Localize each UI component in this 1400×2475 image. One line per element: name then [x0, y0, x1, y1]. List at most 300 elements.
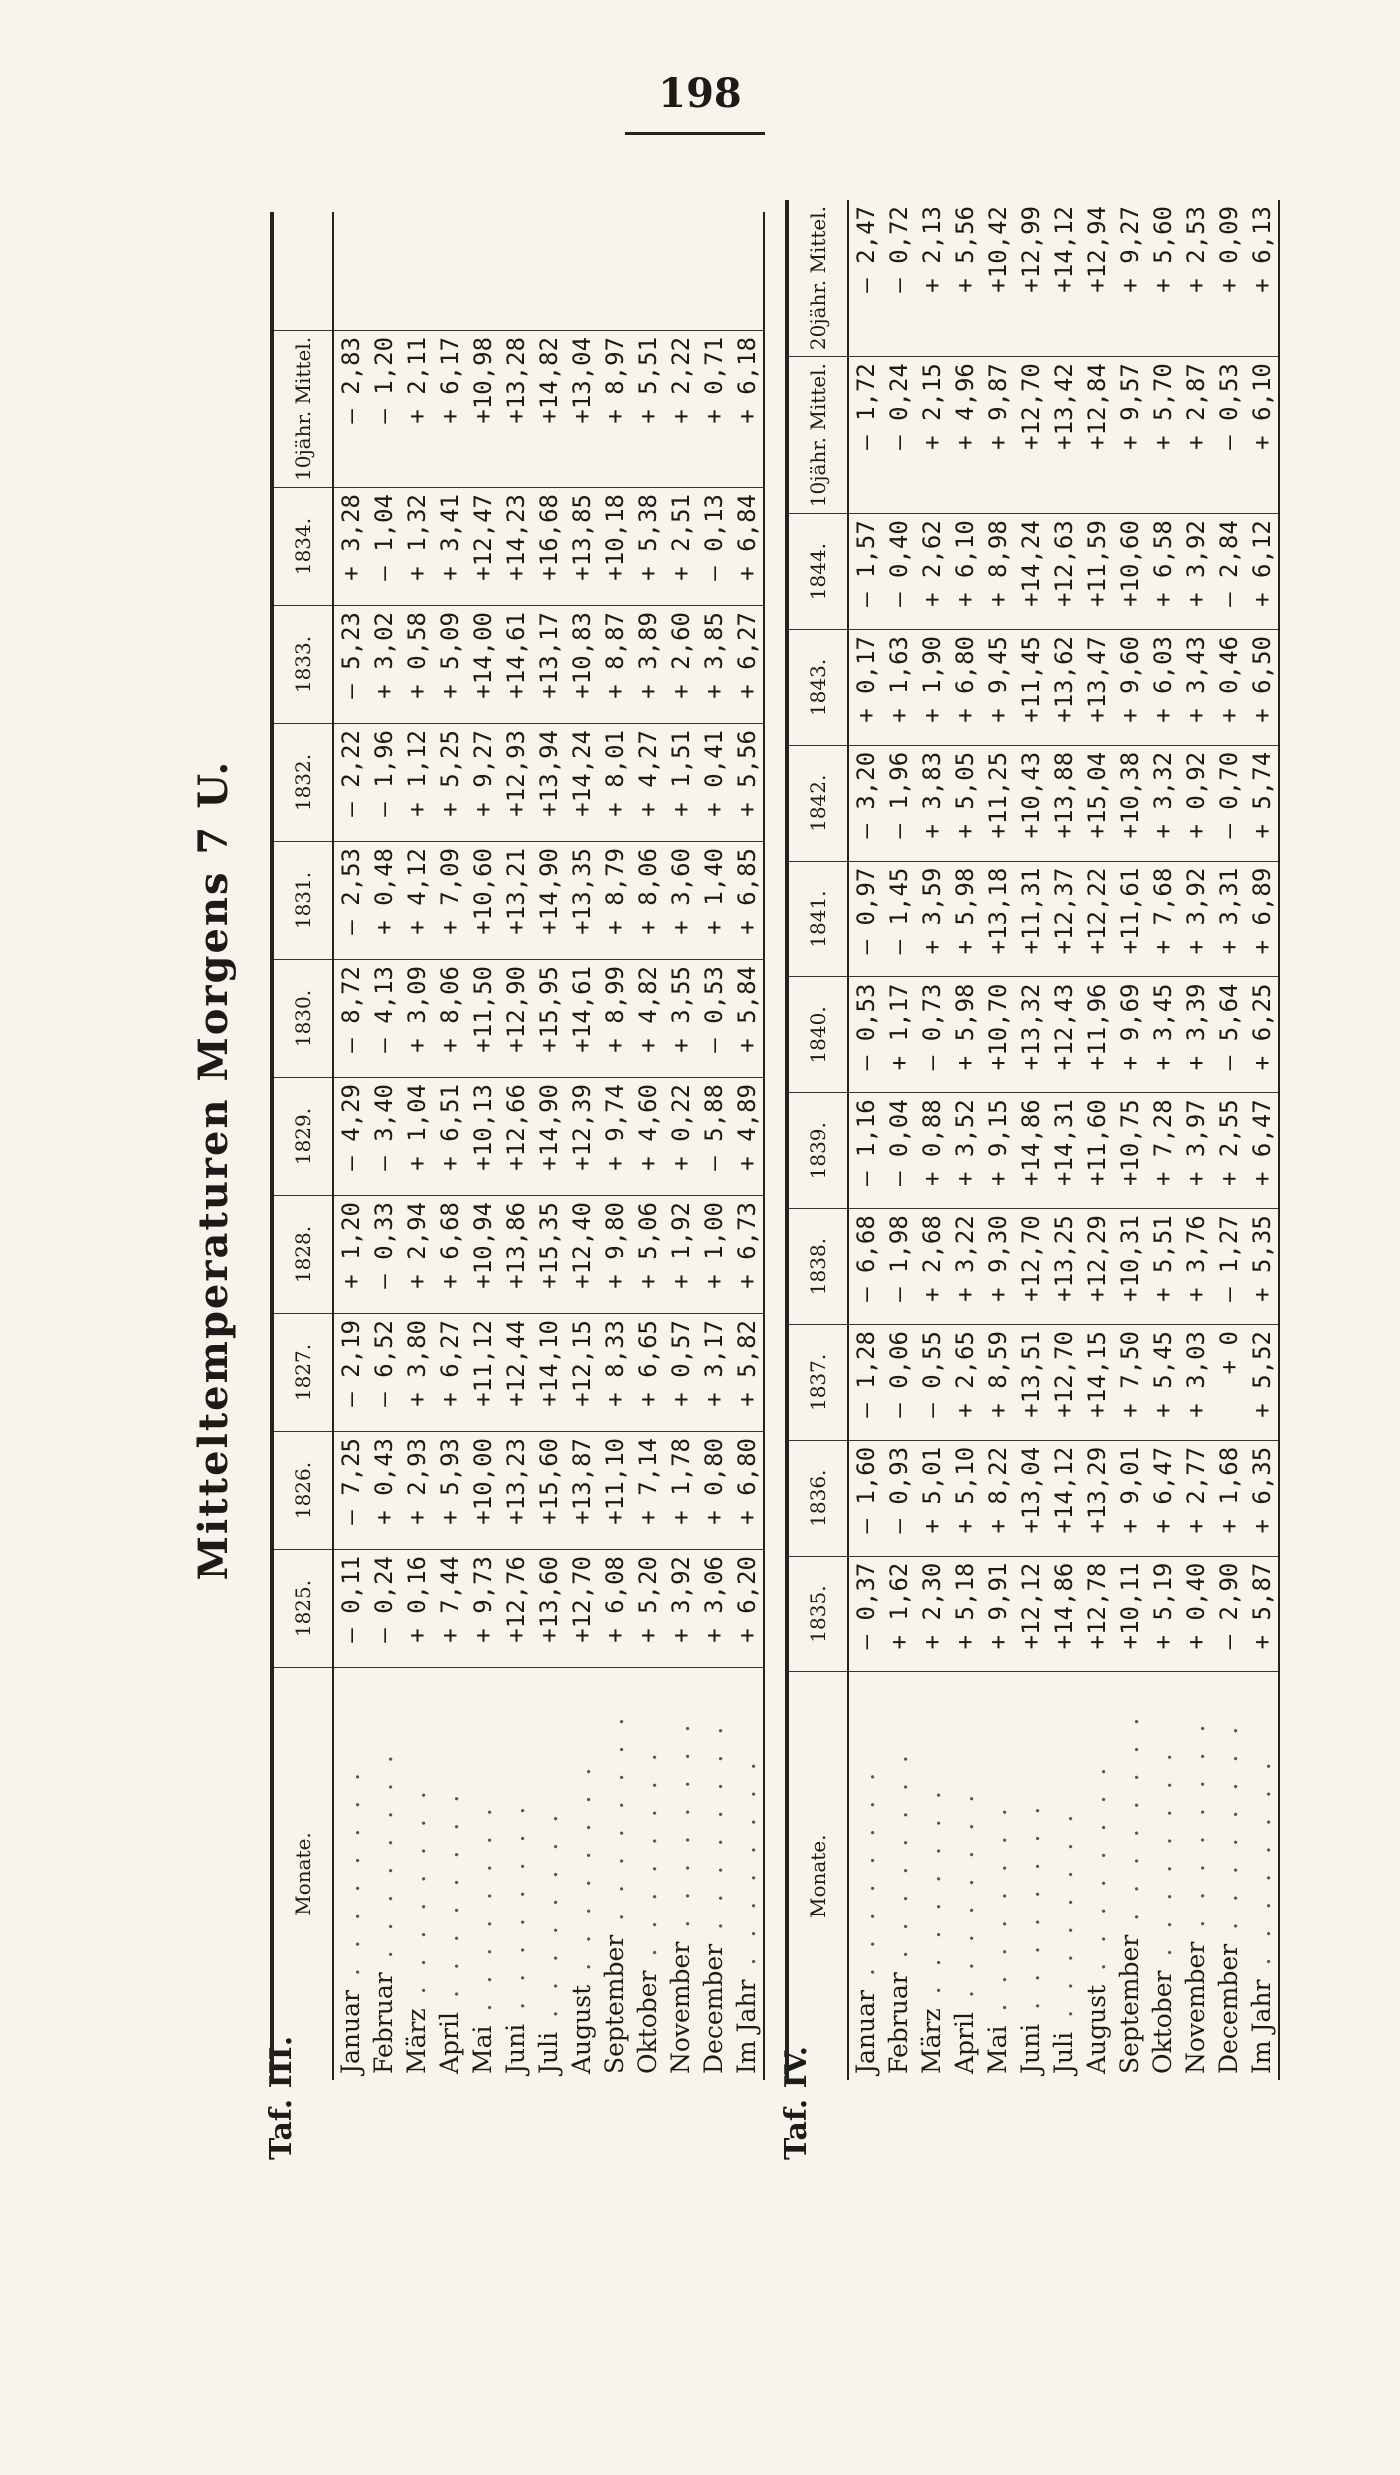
value-cell: + 4,12 [400, 842, 433, 960]
header-row [272, 212, 333, 2080]
value-cell: +14,24 [1014, 514, 1047, 630]
value-cell: + 0,17 [848, 630, 882, 746]
value-cell: +12,63 [1047, 514, 1080, 630]
value-cell [400, 212, 433, 330]
month-cell [565, 1668, 598, 2081]
value-cell: — 1,16 [848, 1093, 882, 1209]
value-cell: +12,94 [1080, 200, 1113, 357]
value-cell: +13,17 [532, 606, 565, 724]
value-cell: + 3,02 [367, 606, 400, 724]
leader-dots: . . . . . . . . [633, 1747, 662, 1971]
value-cell: +15,35 [532, 1196, 565, 1314]
month-cell [466, 1668, 499, 2081]
value-cell: + 8,33 [598, 1314, 631, 1432]
value-cell: +10,11 [1113, 1556, 1146, 1672]
value-cell: + 4,82 [631, 960, 664, 1078]
month-label: December [1214, 1943, 1243, 2074]
value-cell: + 8,97 [598, 330, 631, 487]
value-cell: + 6,47 [1146, 1440, 1179, 1556]
month-cell [948, 1672, 981, 2080]
month-label: Mai [983, 2025, 1012, 2074]
value-cell: +14,24 [565, 724, 598, 842]
value-cell: +12,66 [499, 1078, 532, 1196]
leader-dots: . . . . . . . . [534, 1808, 563, 2032]
value-cell: — 1,04 [367, 488, 400, 606]
header-row [787, 200, 848, 2080]
value-cell: + 2,53 [1179, 200, 1212, 357]
table-row [433, 212, 466, 2080]
value-cell: +11,25 [981, 745, 1014, 861]
value-cell: +10,31 [1113, 1209, 1146, 1325]
value-cell: + 9,27 [466, 724, 499, 842]
table-row [1113, 200, 1146, 2080]
value-cell: + 3,43 [1179, 630, 1212, 746]
value-cell: — 2,84 [1212, 514, 1245, 630]
value-cell: + 0,41 [697, 724, 730, 842]
value-cell [466, 212, 499, 330]
value-cell: +14,10 [532, 1314, 565, 1432]
value-cell: + 0,92 [1179, 745, 1212, 861]
value-cell: + 2,65 [948, 1324, 981, 1440]
column-header-year: 1830. [272, 960, 333, 1078]
value-cell: + 3,76 [1179, 1209, 1212, 1325]
value-cell: + 5,98 [948, 977, 981, 1093]
value-cell: + 6,03 [1146, 630, 1179, 746]
tafel-4-label: Taf. IV. [779, 2045, 814, 2160]
value-cell: — 0,11 [333, 1550, 367, 1668]
value-cell: — 0,55 [915, 1324, 948, 1440]
value-cell: + 2,93 [400, 1432, 433, 1550]
month-label: August [567, 1984, 596, 2074]
column-header-year: 10jähr. Mittel. [787, 357, 848, 514]
value-cell: +15,95 [532, 960, 565, 1078]
leader-dots: . . . . . . . . [468, 1802, 497, 2026]
value-cell: + 6,50 [1245, 630, 1279, 746]
value-cell: + 5,25 [433, 724, 466, 842]
value-cell [631, 212, 664, 330]
value-cell: + 5,84 [730, 960, 764, 1078]
value-cell: — 1,96 [882, 745, 915, 861]
value-cell: +12,78 [1080, 1556, 1113, 1672]
leader-dots: . . . . . . . . [666, 1718, 695, 1942]
value-cell: + 6,51 [433, 1078, 466, 1196]
value-cell: + 3,80 [400, 1314, 433, 1432]
value-cell: — 2,90 [1212, 1556, 1245, 1672]
value-cell: + 9,45 [981, 630, 1014, 746]
month-label: November [1181, 1941, 1210, 2074]
value-cell: +14,12 [1047, 200, 1080, 357]
value-cell: — 2,22 [333, 724, 367, 842]
value-cell: + 3,89 [631, 606, 664, 724]
value-cell: — 0,70 [1212, 745, 1245, 861]
month-label: Februar [884, 1972, 913, 2074]
value-cell: +12,90 [499, 960, 532, 1078]
table-row [1047, 200, 1080, 2080]
value-cell: + 2,77 [1179, 1440, 1212, 1556]
leader-dots: . . . . . . . . [567, 1761, 596, 1985]
value-cell: + 0,40 [1179, 1556, 1212, 1672]
month-label: Im Jahr [1247, 1979, 1276, 2074]
column-header-year: 1833. [272, 606, 333, 724]
month-cell [664, 1668, 697, 2081]
value-cell: + 5,60 [1146, 200, 1179, 357]
column-header-year: 1839. [787, 1093, 848, 1209]
value-cell: + 3,06 [697, 1550, 730, 1668]
value-cell: + 3,31 [1212, 861, 1245, 977]
table-row [1080, 200, 1113, 2080]
value-cell: — 7,25 [333, 1432, 367, 1550]
value-cell: — 0,33 [367, 1196, 400, 1314]
value-cell: +13,18 [981, 861, 1014, 977]
value-cell: + 5,20 [631, 1550, 664, 1668]
value-cell: + 6,27 [433, 1314, 466, 1432]
value-cell: +13,60 [532, 1550, 565, 1668]
value-cell: + 9,30 [981, 1209, 1014, 1325]
value-cell: + 3,45 [1146, 977, 1179, 1093]
table-row [664, 212, 697, 2080]
value-cell: + 1,51 [664, 724, 697, 842]
month-label: September [600, 1934, 629, 2074]
month-label: Juli [1049, 2031, 1078, 2074]
value-cell: + 0,43 [367, 1432, 400, 1550]
value-cell: +12,47 [466, 488, 499, 606]
column-header-months: Monate. [787, 1672, 848, 2080]
value-cell: + 5,19 [1146, 1556, 1179, 1672]
value-cell: + 5,38 [631, 488, 664, 606]
value-cell: +13,42 [1047, 357, 1080, 514]
value-cell: + 1,40 [697, 842, 730, 960]
month-cell [1212, 1672, 1245, 2080]
value-cell: + 2,51 [664, 488, 697, 606]
leader-dots: . . . . . . . . [336, 1766, 365, 1991]
value-cell: + 3,41 [433, 488, 466, 606]
value-cell: +13,25 [1047, 1209, 1080, 1325]
table-row [948, 200, 981, 2080]
value-cell: +10,75 [1113, 1093, 1146, 1209]
value-cell: +14,12 [1047, 1440, 1080, 1556]
value-cell: + 5,51 [631, 330, 664, 487]
value-cell: +12,12 [1014, 1556, 1047, 1672]
value-cell: + 6,80 [948, 630, 981, 746]
value-cell: — 2,19 [333, 1314, 367, 1432]
leader-dots: . . . . . . . . [983, 1802, 1012, 2026]
value-cell: +13,47 [1080, 630, 1113, 746]
column-header-year: 1834. [272, 488, 333, 606]
value-cell: + 1,62 [882, 1556, 915, 1672]
value-cell [433, 212, 466, 330]
month-label: Juni [1016, 2023, 1045, 2074]
tafel-3-label: Taf. III. [264, 2035, 299, 2160]
value-cell [730, 212, 764, 330]
column-header-year: 10jähr. Mittel. [272, 330, 333, 487]
value-cell: + 3,92 [664, 1550, 697, 1668]
value-cell: + 8,99 [598, 960, 631, 1078]
month-label: Januar [336, 1990, 365, 2074]
column-header-year: 1832. [272, 724, 333, 842]
value-cell: + 9,60 [1113, 630, 1146, 746]
value-cell: + 8,06 [433, 960, 466, 1078]
value-cell: + 8,06 [631, 842, 664, 960]
month-cell [1080, 1672, 1113, 2080]
value-cell: + 6,08 [598, 1550, 631, 1668]
column-header-year: 1841. [787, 861, 848, 977]
month-cell [730, 1668, 764, 2081]
value-cell: — 0,53 [848, 977, 882, 1093]
value-cell: — 2,53 [333, 842, 367, 960]
value-cell: + 7,44 [433, 1550, 466, 1668]
value-cell: + 0,22 [664, 1078, 697, 1196]
month-cell [981, 1672, 1014, 2080]
value-cell: — 3,40 [367, 1078, 400, 1196]
value-cell: + 2,15 [915, 357, 948, 514]
value-cell: + 1,68 [1212, 1440, 1245, 1556]
value-cell: +11,61 [1113, 861, 1146, 977]
month-cell [1047, 1672, 1080, 2080]
leader-dots: . . . . . . . . [501, 1800, 530, 2024]
rotated-table-region [190, 200, 1310, 2160]
leader-dots: . . . . . . . . [1082, 1761, 1111, 1985]
value-cell: — 5,64 [1212, 977, 1245, 1093]
value-cell: +10,98 [466, 330, 499, 487]
table-row [1014, 200, 1047, 2080]
value-cell: +13,04 [565, 330, 598, 487]
value-cell: + 2,60 [664, 606, 697, 724]
table-title: Mitteltemperaturen Morgens 7 U. [190, 759, 237, 1581]
value-cell: +10,83 [565, 606, 598, 724]
leader-dots: . . . . . . . . [851, 1766, 880, 1991]
month-label: September [1115, 1934, 1144, 2074]
value-cell: + 7,09 [433, 842, 466, 960]
value-cell: +13,04 [1014, 1440, 1047, 1556]
value-cell: + 5,01 [915, 1440, 948, 1556]
leader-dots: . . . . . . . . [1247, 1756, 1276, 1980]
table-row [1179, 200, 1212, 2080]
value-cell: + 3,32 [1146, 745, 1179, 861]
value-cell: — 0,24 [367, 1550, 400, 1668]
value-cell: +12,39 [565, 1078, 598, 1196]
leader-dots: . . . . . . . . [402, 1785, 431, 2009]
month-label: März [917, 2008, 946, 2074]
value-cell: +13,88 [1047, 745, 1080, 861]
table-row [565, 212, 598, 2080]
value-cell: +12,40 [565, 1196, 598, 1314]
value-cell: + 0,16 [400, 1550, 433, 1668]
month-label: Juni [501, 2023, 530, 2074]
value-cell: + 6,12 [1245, 514, 1279, 630]
value-cell: — 1,96 [367, 724, 400, 842]
value-cell: + 0,71 [697, 330, 730, 487]
month-label: Im Jahr [732, 1979, 761, 2074]
value-cell: +10,60 [466, 842, 499, 960]
value-cell: + 3,52 [948, 1093, 981, 1209]
value-cell: — 6,68 [848, 1209, 882, 1325]
leader-dots: . . . . . . . . [1049, 1808, 1078, 2032]
value-cell: + 3,22 [948, 1209, 981, 1325]
value-cell: + 3,39 [1179, 977, 1212, 1093]
value-cell: + 7,14 [631, 1432, 664, 1550]
column-header-year: 1826. [272, 1432, 333, 1550]
value-cell: + 6,27 [730, 606, 764, 724]
value-cell: + 3,85 [697, 606, 730, 724]
value-cell [532, 212, 565, 330]
month-cell [433, 1668, 466, 2081]
value-cell: +10,43 [1014, 745, 1047, 861]
month-cell [1014, 1672, 1047, 2080]
value-cell: + 6,10 [1245, 357, 1279, 514]
value-cell: + 6,13 [1245, 200, 1279, 357]
value-cell: + 5,18 [948, 1556, 981, 1672]
value-cell: +10,18 [598, 488, 631, 606]
value-cell: — 0,97 [848, 861, 882, 977]
value-cell: + 8,22 [981, 1440, 1014, 1556]
value-cell: +13,21 [499, 842, 532, 960]
value-cell: — 0,40 [882, 514, 915, 630]
value-cell: + 6,65 [631, 1314, 664, 1432]
value-cell: + 8,79 [598, 842, 631, 960]
value-cell: + 2,94 [400, 1196, 433, 1314]
month-cell [367, 1668, 400, 2081]
month-cell [697, 1668, 730, 2081]
value-cell: + 6,80 [730, 1432, 764, 1550]
value-cell: +12,93 [499, 724, 532, 842]
value-cell: +12,44 [499, 1314, 532, 1432]
table-row [882, 200, 915, 2080]
value-cell: +10,00 [466, 1432, 499, 1550]
value-cell: + 1,32 [400, 488, 433, 606]
value-cell: + 6,25 [1245, 977, 1279, 1093]
value-cell: + 9,69 [1113, 977, 1146, 1093]
value-cell: + 5,93 [433, 1432, 466, 1550]
value-cell: + 2,62 [915, 514, 948, 630]
value-cell: + 3,92 [1179, 861, 1212, 977]
value-cell: + 4,60 [631, 1078, 664, 1196]
value-cell: +11,31 [1014, 861, 1047, 977]
value-cell: +12,43 [1047, 977, 1080, 1093]
value-cell: + 1,63 [882, 630, 915, 746]
month-label: Februar [369, 1972, 398, 2074]
month-cell [631, 1668, 664, 2081]
value-cell: + 1,12 [400, 724, 433, 842]
column-header-year: 1825. [272, 1550, 333, 1668]
value-cell: + 5,74 [1245, 745, 1279, 861]
value-cell: — 8,72 [333, 960, 367, 1078]
value-cell: — 0,53 [697, 960, 730, 1078]
value-cell: +11,45 [1014, 630, 1047, 746]
month-cell [848, 1672, 882, 2080]
value-cell: + 5,35 [1245, 1209, 1279, 1325]
value-cell: +14,31 [1047, 1093, 1080, 1209]
value-cell: +13,62 [1047, 630, 1080, 746]
column-header-year: 1842. [787, 745, 848, 861]
value-cell [499, 212, 532, 330]
table-row [730, 212, 764, 2080]
value-cell: + 6,10 [948, 514, 981, 630]
month-label: November [666, 1941, 695, 2074]
value-cell: — 1,45 [882, 861, 915, 977]
value-cell: + 9,73 [466, 1550, 499, 1668]
month-label: März [402, 2008, 431, 2074]
value-cell: +10,38 [1113, 745, 1146, 861]
value-cell: — 1,20 [367, 330, 400, 487]
value-cell: + 3,03 [1179, 1324, 1212, 1440]
value-cell: +13,87 [565, 1432, 598, 1550]
table-row [1212, 200, 1245, 2080]
value-cell: +12,22 [1080, 861, 1113, 977]
value-cell: +13,29 [1080, 1440, 1113, 1556]
value-cell: + 5,52 [1245, 1324, 1279, 1440]
table-row [400, 212, 433, 2080]
value-cell: +12,70 [565, 1550, 598, 1668]
value-cell: + 1,00 [697, 1196, 730, 1314]
page-number: 198 [658, 70, 742, 117]
value-cell: +14,15 [1080, 1324, 1113, 1440]
month-cell [1146, 1672, 1179, 2080]
value-cell: — 5,88 [697, 1078, 730, 1196]
table-row [981, 200, 1014, 2080]
value-cell: + 1,17 [882, 977, 915, 1093]
leader-dots: . . . . . . . . [884, 1749, 913, 1973]
value-cell: + 6,17 [433, 330, 466, 487]
value-cell: + 9,74 [598, 1078, 631, 1196]
leader-dots: . . . . . . . . [732, 1756, 761, 1980]
value-cell: + 5,82 [730, 1314, 764, 1432]
value-cell: — 0,73 [915, 977, 948, 1093]
value-cell: + 6,18 [730, 330, 764, 487]
value-cell [367, 212, 400, 330]
value-cell: +12,15 [565, 1314, 598, 1432]
value-cell: + 0 [1212, 1324, 1245, 1440]
table-row [848, 200, 882, 2080]
value-cell: + 0,57 [664, 1314, 697, 1432]
column-header-year: 1837. [787, 1324, 848, 1440]
value-cell: +13,51 [1014, 1324, 1047, 1440]
value-cell: + 8,01 [598, 724, 631, 842]
value-cell: + 0,48 [367, 842, 400, 960]
value-cell: + 3,59 [915, 861, 948, 977]
value-cell [565, 212, 598, 330]
value-cell: + 6,85 [730, 842, 764, 960]
value-cell: — 1,72 [848, 357, 882, 514]
value-cell: + 5,51 [1146, 1209, 1179, 1325]
month-label: Oktober [633, 1970, 662, 2074]
value-cell: + 4,96 [948, 357, 981, 514]
value-cell: — 1,60 [848, 1440, 882, 1556]
value-cell: + 8,98 [981, 514, 1014, 630]
value-cell: + 1,92 [664, 1196, 697, 1314]
month-label: April [950, 2012, 979, 2074]
value-cell: — 5,23 [333, 606, 367, 724]
value-cell: + 3,55 [664, 960, 697, 1078]
value-cell: + 6,84 [730, 488, 764, 606]
value-cell: + 2,87 [1179, 357, 1212, 514]
value-cell: +13,85 [565, 488, 598, 606]
page-number-rule [625, 132, 765, 135]
column-header-year: 1844. [787, 514, 848, 630]
value-cell: — 0,72 [882, 200, 915, 357]
value-cell: + 6,47 [1245, 1093, 1279, 1209]
month-label: Oktober [1148, 1970, 1177, 2074]
value-cell: + 6,35 [1245, 1440, 1279, 1556]
month-label: August [1082, 1984, 1111, 2074]
value-cell: + 3,28 [333, 488, 367, 606]
value-cell: + 5,10 [948, 1440, 981, 1556]
month-cell [1245, 1672, 1279, 2080]
month-cell [532, 1668, 565, 2081]
value-cell: + 9,80 [598, 1196, 631, 1314]
table-row [598, 212, 631, 2080]
value-cell: +10,94 [466, 1196, 499, 1314]
leader-dots: . . . . . . . . [1148, 1747, 1177, 1971]
